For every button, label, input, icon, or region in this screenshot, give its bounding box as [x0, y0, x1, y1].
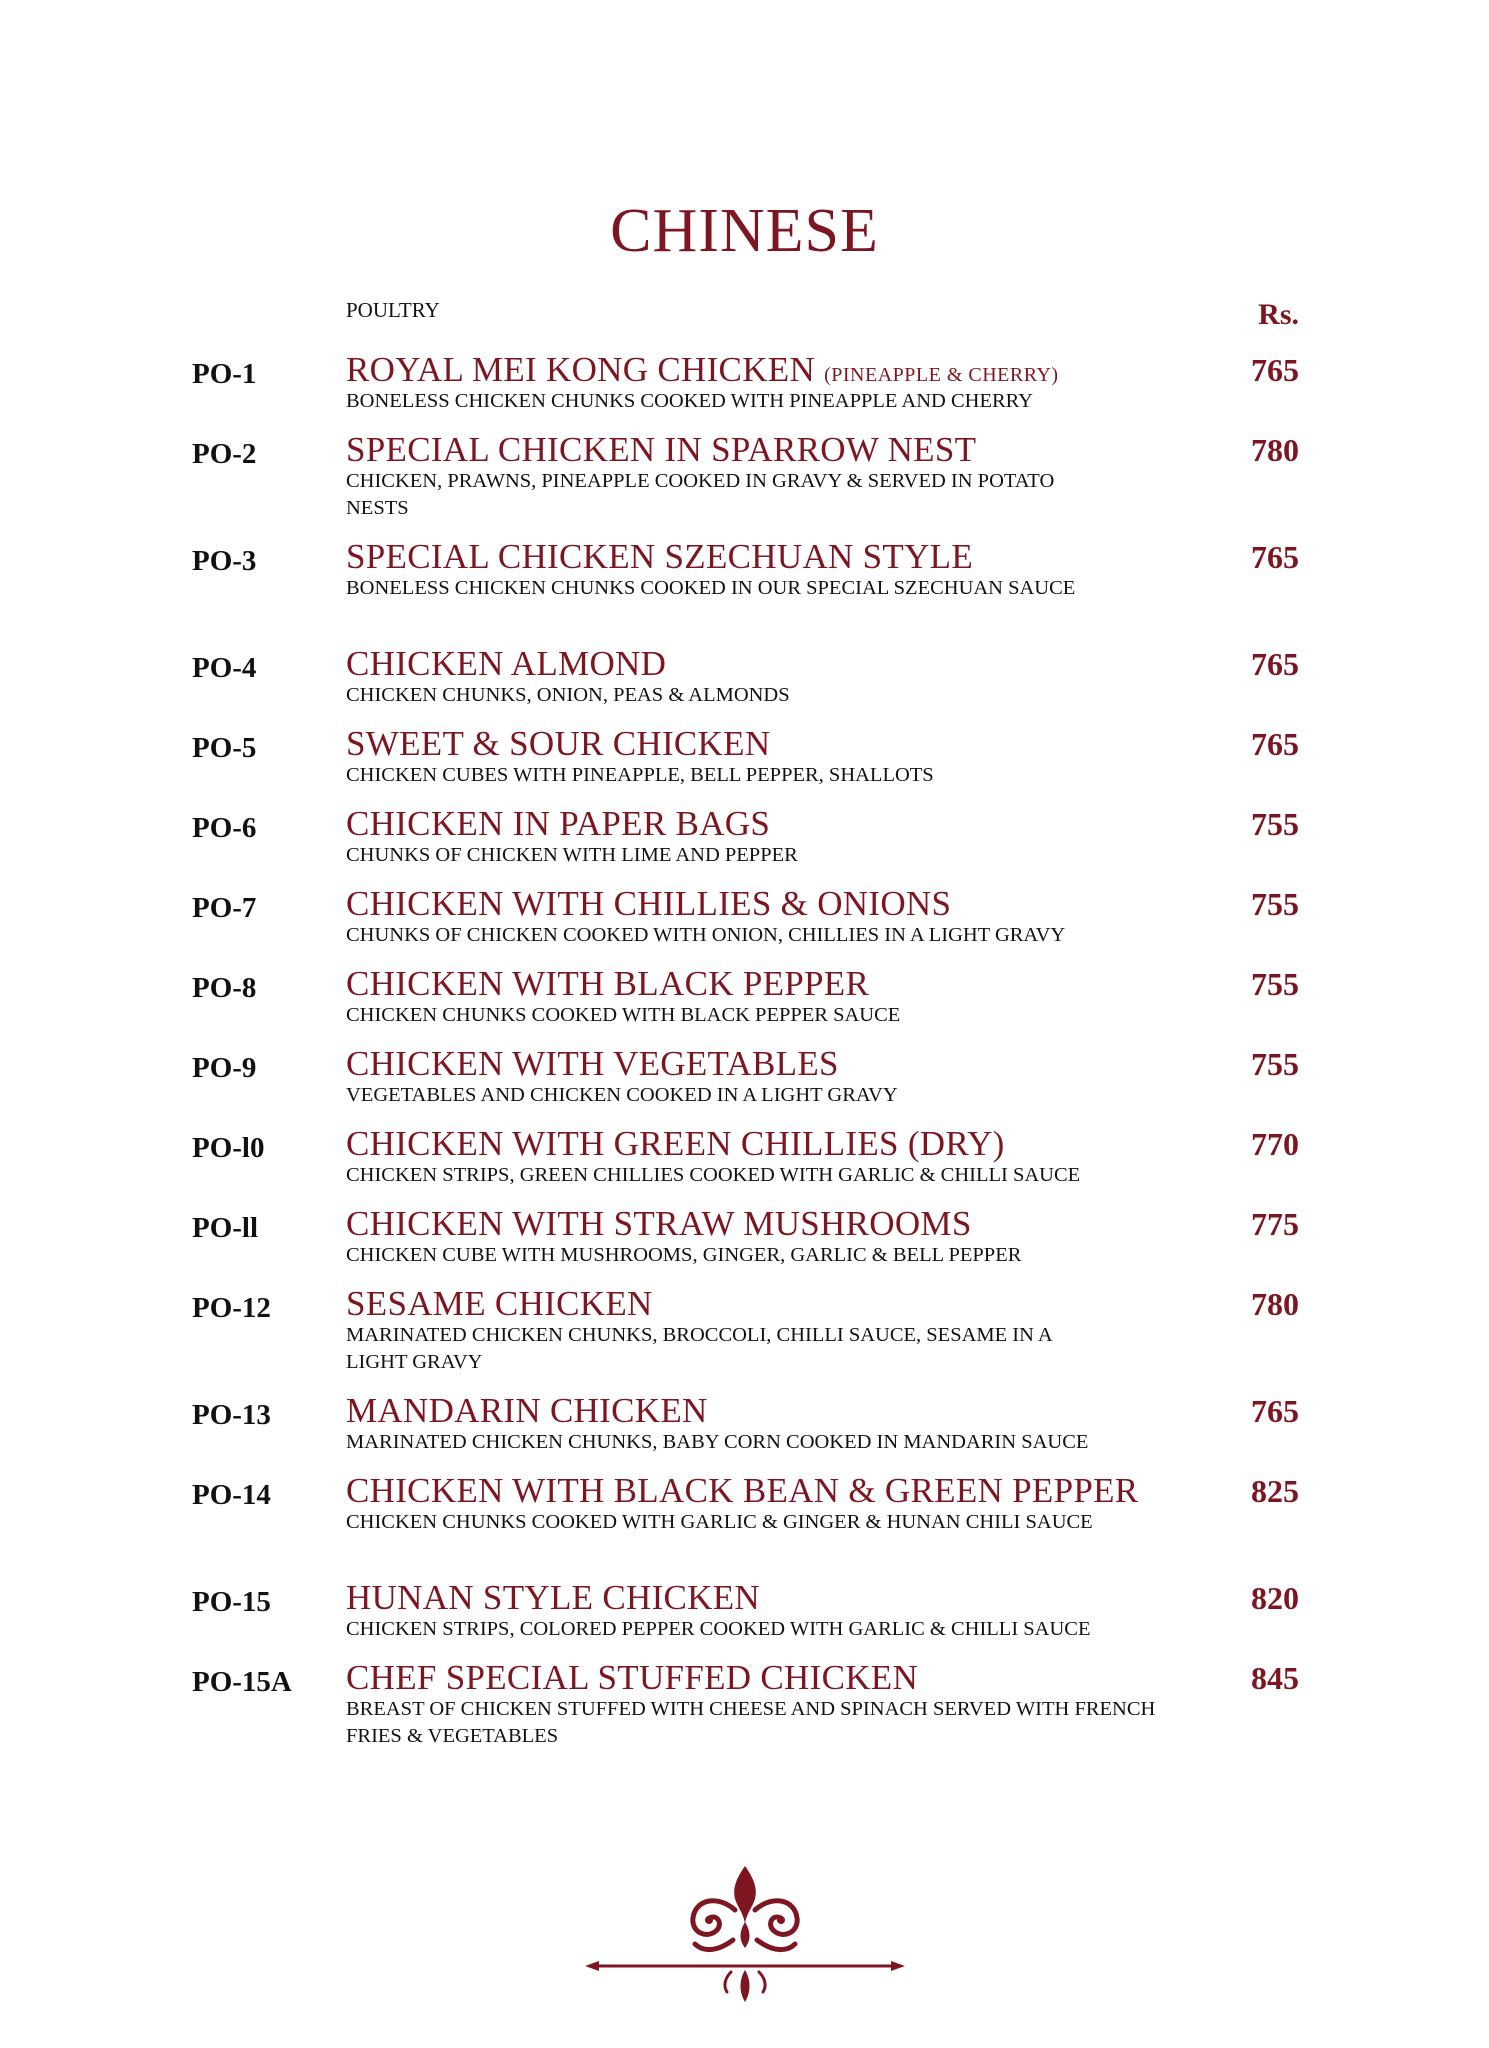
item-price: 770 — [1251, 1126, 1299, 1162]
item-price: 765 — [1251, 539, 1299, 575]
item-name-text: SPECIAL CHICKEN IN SPARROW NEST — [346, 430, 977, 469]
item-code: PO-ll — [192, 1212, 259, 1244]
item-name-text: MANDARIN CHICKEN — [346, 1391, 708, 1430]
item-price: 845 — [1251, 1660, 1299, 1696]
item-code: PO-15 — [192, 1586, 271, 1618]
item-description: CHICKEN CHUNKS COOKED WITH BLACK PEPPER SAUCE — [346, 1004, 901, 1026]
item-description: VEGETABLES AND CHICKEN COOKED IN A LIGHT GRAVY — [346, 1084, 898, 1106]
item-code: PO-1 — [192, 358, 257, 390]
item-description: CHICKEN CUBES WITH PINEAPPLE, BELL PEPPER, SHALLOTS — [346, 764, 934, 786]
item-description: MARINATED CHICKEN CHUNKS, BROCCOLI, CHILLI SAUCE, SESAME IN A LIGHT GRAVY — [346, 1324, 1052, 1373]
item-name-text: HUNAN STYLE CHICKEN — [346, 1578, 761, 1617]
item-name — [346, 1124, 1226, 1164]
item-code: PO-2 — [192, 438, 257, 470]
item-price: 765 — [1251, 646, 1299, 682]
item-description: CHICKEN STRIPS, COLORED PEPPER COOKED WITH GARLIC & CHILLI SAUCE — [346, 1618, 1091, 1640]
item-name — [346, 1204, 1226, 1244]
item-code: PO-3 — [192, 545, 257, 577]
item-name — [346, 724, 1226, 764]
item-name-text: CHICKEN WITH CHILLIES & ONIONS — [346, 884, 952, 923]
item-name-text: SPECIAL CHICKEN SZECHUAN STYLE — [346, 537, 974, 576]
item-name — [346, 964, 1226, 1004]
item-name — [346, 1471, 1226, 1511]
item-name — [346, 804, 1226, 844]
item-code: PO-12 — [192, 1292, 271, 1324]
item-price: 765 — [1251, 352, 1299, 388]
item-code: PO-6 — [192, 812, 257, 844]
item-description: CHICKEN STRIPS, GREEN CHILLIES COOKED WITH GARLIC & CHILLI SAUCE — [346, 1164, 1081, 1186]
item-description: CHICKEN CUBE WITH MUSHROOMS, GINGER, GARLIC & BELL PEPPER — [346, 1244, 1022, 1266]
item-description: MARINATED CHICKEN CHUNKS, BABY CORN COOKED IN MANDARIN SAUCE — [346, 1431, 1089, 1453]
item-name — [346, 1284, 1226, 1324]
item-price: 825 — [1251, 1473, 1299, 1509]
item-description: CHICKEN, PRAWNS, PINEAPPLE COOKED IN GRAVY & SERVED IN POTATO NESTS — [346, 470, 1055, 519]
item-description: CHICKEN CHUNKS COOKED WITH GARLIC & GINGER & HUNAN CHILI SAUCE — [346, 1511, 1093, 1533]
item-code: PO-8 — [192, 972, 257, 1004]
item-code: PO-5 — [192, 732, 257, 764]
item-name — [346, 1044, 1226, 1084]
item-price: 755 — [1251, 806, 1299, 842]
item-description: CHUNKS OF CHICKEN WITH LIME AND PEPPER — [346, 844, 798, 866]
item-description: CHICKEN CHUNKS, ONION, PEAS & ALMONDS — [346, 684, 790, 706]
section-label: POULTRY — [346, 298, 440, 322]
item-name-text: SESAME CHICKEN — [346, 1284, 653, 1323]
floral-divider-icon — [585, 1860, 905, 2010]
item-name-text: ROYAL MEI KONG CHICKEN — [346, 350, 816, 389]
item-code: PO-l0 — [192, 1132, 265, 1164]
item-code: PO-13 — [192, 1399, 271, 1431]
item-name-text: CHICKEN IN PAPER BAGS — [346, 804, 771, 843]
item-code: PO-14 — [192, 1479, 271, 1511]
item-note: (PINEAPPLE & CHERRY) — [824, 364, 1059, 386]
item-name-text: SWEET & SOUR CHICKEN — [346, 724, 771, 763]
item-name — [346, 644, 1226, 684]
item-name-text: CHICKEN WITH BLACK PEPPER — [346, 964, 870, 1003]
item-description: CHUNKS OF CHICKEN COOKED WITH ONION, CHILLIES IN A LIGHT GRAVY — [346, 924, 1066, 946]
item-name — [346, 884, 1226, 924]
item-price: 765 — [1251, 1393, 1299, 1429]
item-price: 780 — [1251, 1286, 1299, 1322]
item-code: PO-9 — [192, 1052, 257, 1084]
item-code: PO-7 — [192, 892, 257, 924]
item-name — [346, 1578, 1226, 1618]
item-name-text: CHICKEN WITH STRAW MUSHROOMS — [346, 1204, 972, 1243]
item-name-text: CHICKEN ALMOND — [346, 644, 667, 683]
item-name — [346, 430, 1226, 470]
item-price: 755 — [1251, 966, 1299, 1002]
item-name-text: CHICKEN WITH GREEN CHILLIES (DRY) — [346, 1124, 1005, 1163]
item-price: 765 — [1251, 726, 1299, 762]
item-name-text: CHICKEN WITH VEGETABLES — [346, 1044, 839, 1083]
currency-label: Rs. — [1258, 298, 1299, 331]
item-price: 780 — [1251, 432, 1299, 468]
item-code: PO-4 — [192, 652, 257, 684]
item-name — [346, 1658, 1226, 1698]
item-description: BONELESS CHICKEN CHUNKS COOKED WITH PINEAPPLE AND CHERRY — [346, 390, 1033, 412]
item-name — [346, 537, 1226, 577]
item-price: 755 — [1251, 1046, 1299, 1082]
item-name-text: CHICKEN WITH BLACK BEAN & GREEN PEPPER — [346, 1471, 1139, 1510]
item-price: 775 — [1251, 1206, 1299, 1242]
item-name — [346, 1391, 1226, 1431]
item-code: PO-15A — [192, 1666, 292, 1698]
item-name-text: CHEF SPECIAL STUFFED CHICKEN — [346, 1658, 919, 1697]
item-description: BONELESS CHICKEN CHUNKS COOKED IN OUR SPECIAL SZECHUAN SAUCE — [346, 577, 1076, 599]
item-price: 755 — [1251, 886, 1299, 922]
item-description: BREAST OF CHICKEN STUFFED WITH CHEESE AND SPINACH SERVED WITH FRENCH FRIES & VEGETABLES — [346, 1698, 1156, 1747]
page-title: CHINESE — [610, 197, 879, 265]
item-price: 820 — [1251, 1580, 1299, 1616]
